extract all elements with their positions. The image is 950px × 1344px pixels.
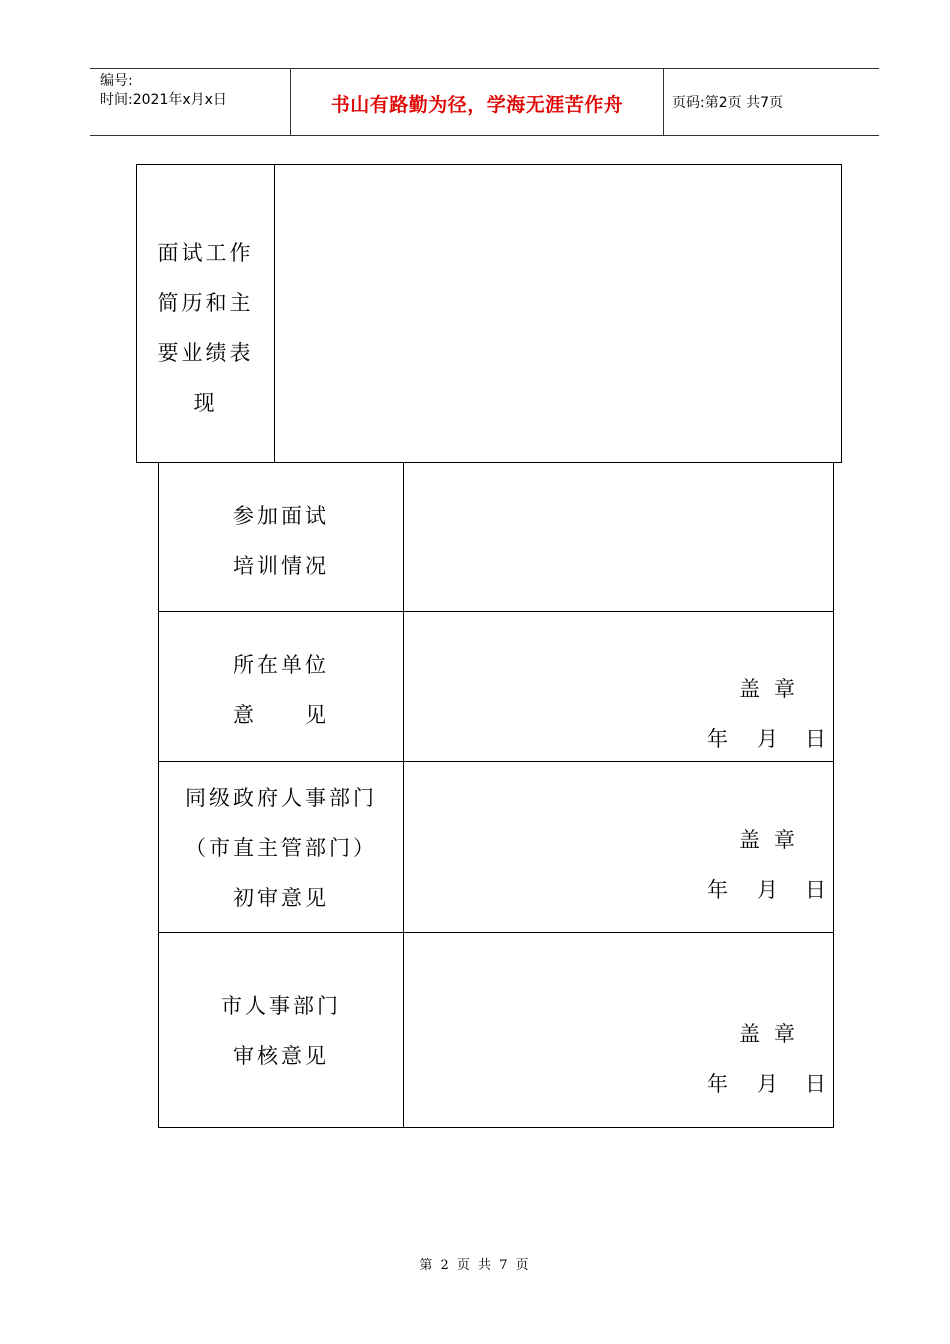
date-day: 日 [805, 878, 826, 902]
experience-label [137, 228, 274, 428]
motto-text: 书山有路勤为径，学海无涯苦作舟 [330, 94, 624, 116]
date-day: 日 [805, 1072, 826, 1096]
experience-label-line: 面试工作 [157, 241, 254, 265]
training-label-line: 参加面试 [233, 504, 329, 528]
preliminary-review-label-line: 初审意见 [233, 886, 329, 910]
experience-label-line: 要业绩表 [157, 341, 254, 365]
final-review-label-line: 市人事部门 [221, 994, 341, 1018]
header-top-rule [90, 68, 879, 69]
preliminary-seal-label: 盖章 [739, 828, 809, 852]
serial-label: 编号: [100, 73, 133, 89]
date-year: 年 [707, 1072, 728, 1096]
final-review-row [159, 933, 833, 1128]
preliminary-review-row [159, 762, 833, 933]
final-review-label [159, 981, 403, 1081]
experience-label-line: 简历和主 [157, 291, 254, 315]
experience-label-line: 现 [193, 391, 218, 415]
training-row [159, 463, 833, 612]
unit-opinion-label [159, 640, 403, 740]
training-label-line: 培训情况 [233, 554, 329, 578]
header-divider-left [290, 68, 291, 136]
header-divider-right [663, 68, 664, 136]
experience-table [136, 164, 842, 463]
training-content-cell[interactable] [404, 463, 833, 611]
header-bottom-rule [90, 135, 879, 136]
approval-table [158, 463, 834, 1128]
final-review-label-line: 审核意见 [233, 1044, 329, 1068]
preliminary-review-label [159, 773, 403, 923]
page-info: 页码:第2页 共7页 [672, 95, 783, 111]
page-footer: 第 2 页 共 7 页 [419, 1258, 531, 1273]
preliminary-review-label-line: 同级政府人事部门 [185, 786, 377, 810]
preliminary-review-label-line: （市直主管部门） [185, 836, 377, 860]
final-seal-label: 盖章 [739, 1022, 809, 1046]
date-year: 年 [707, 727, 728, 751]
experience-content-cell[interactable] [275, 165, 841, 462]
unit-seal-label: 盖章 [739, 677, 809, 701]
date-year: 年 [707, 878, 728, 902]
final-date [707, 1068, 826, 1098]
time-label: 时间:2021年x月x日 [100, 92, 227, 108]
preliminary-date [707, 874, 826, 904]
unit-date [707, 723, 826, 753]
row-divider [159, 1127, 833, 1128]
unit-opinion-label-line: 所在单位 [233, 653, 329, 677]
date-month: 月 [757, 1072, 778, 1096]
date-day: 日 [805, 727, 826, 751]
unit-opinion-label-line: 意 见 [233, 703, 329, 727]
training-label [159, 491, 403, 591]
unit-opinion-row [159, 612, 833, 762]
date-month: 月 [757, 878, 778, 902]
date-month: 月 [757, 727, 778, 751]
